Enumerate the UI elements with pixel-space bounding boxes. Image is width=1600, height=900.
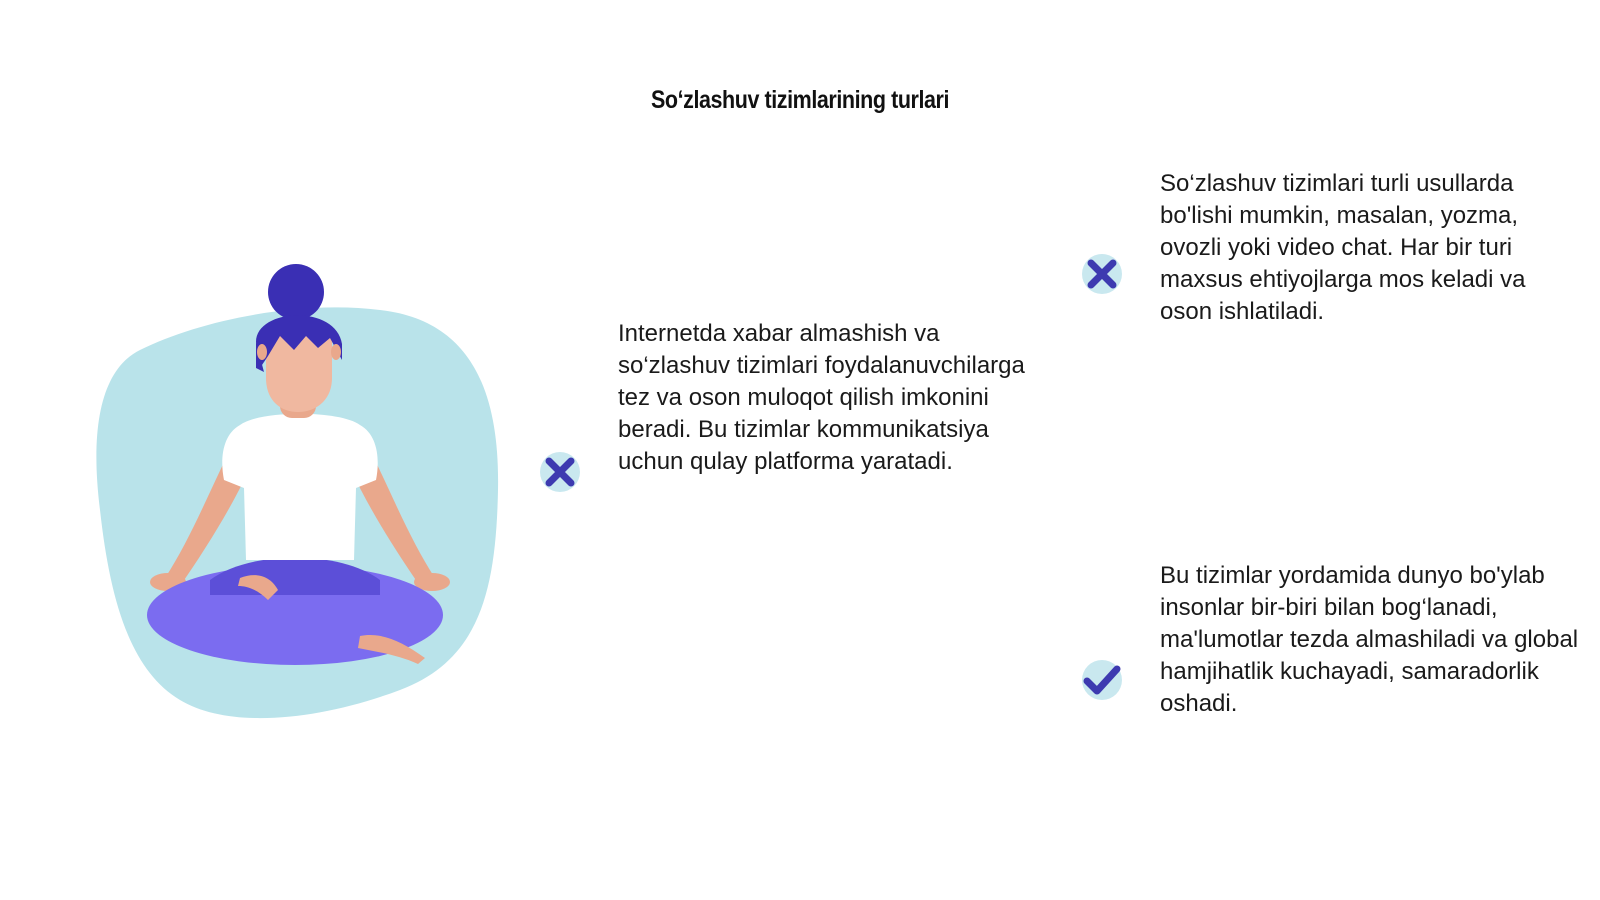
x-mark-icon xyxy=(1078,250,1126,298)
check-mark-icon xyxy=(1078,656,1126,704)
point-text-1: Internetda xabar almashish va so‘zlashuv tizimlari foydalanuvchilarga tez va oson muloqot qilish imkonini beradi. Bu tizimlar kommunikatsiya uchun qulay platforma yaratadi. xyxy=(618,320,1025,475)
slide-title: So‘zlashuv tizimlarining turlari xyxy=(650,86,950,114)
point-text-2: So‘zlashuv tizimlari turli usullarda bo'lishi mumkin, masalan, yozma, ovozli yoki video chat. Har bir turi maxsus ehtiyojlarga mos keladi va oson ishlatiladi. xyxy=(1160,170,1526,325)
x-mark-icon xyxy=(536,448,584,496)
point-text-3: Bu tizimlar yordamida dunyo bo'ylab insonlar bir-biri bilan bog‘lanadi, ma'lumotlar tezda almashiladi va global hamjihatlik kuchayadi, samaradorlik oshadi. xyxy=(1160,562,1579,717)
meditation-illustration xyxy=(80,260,520,740)
